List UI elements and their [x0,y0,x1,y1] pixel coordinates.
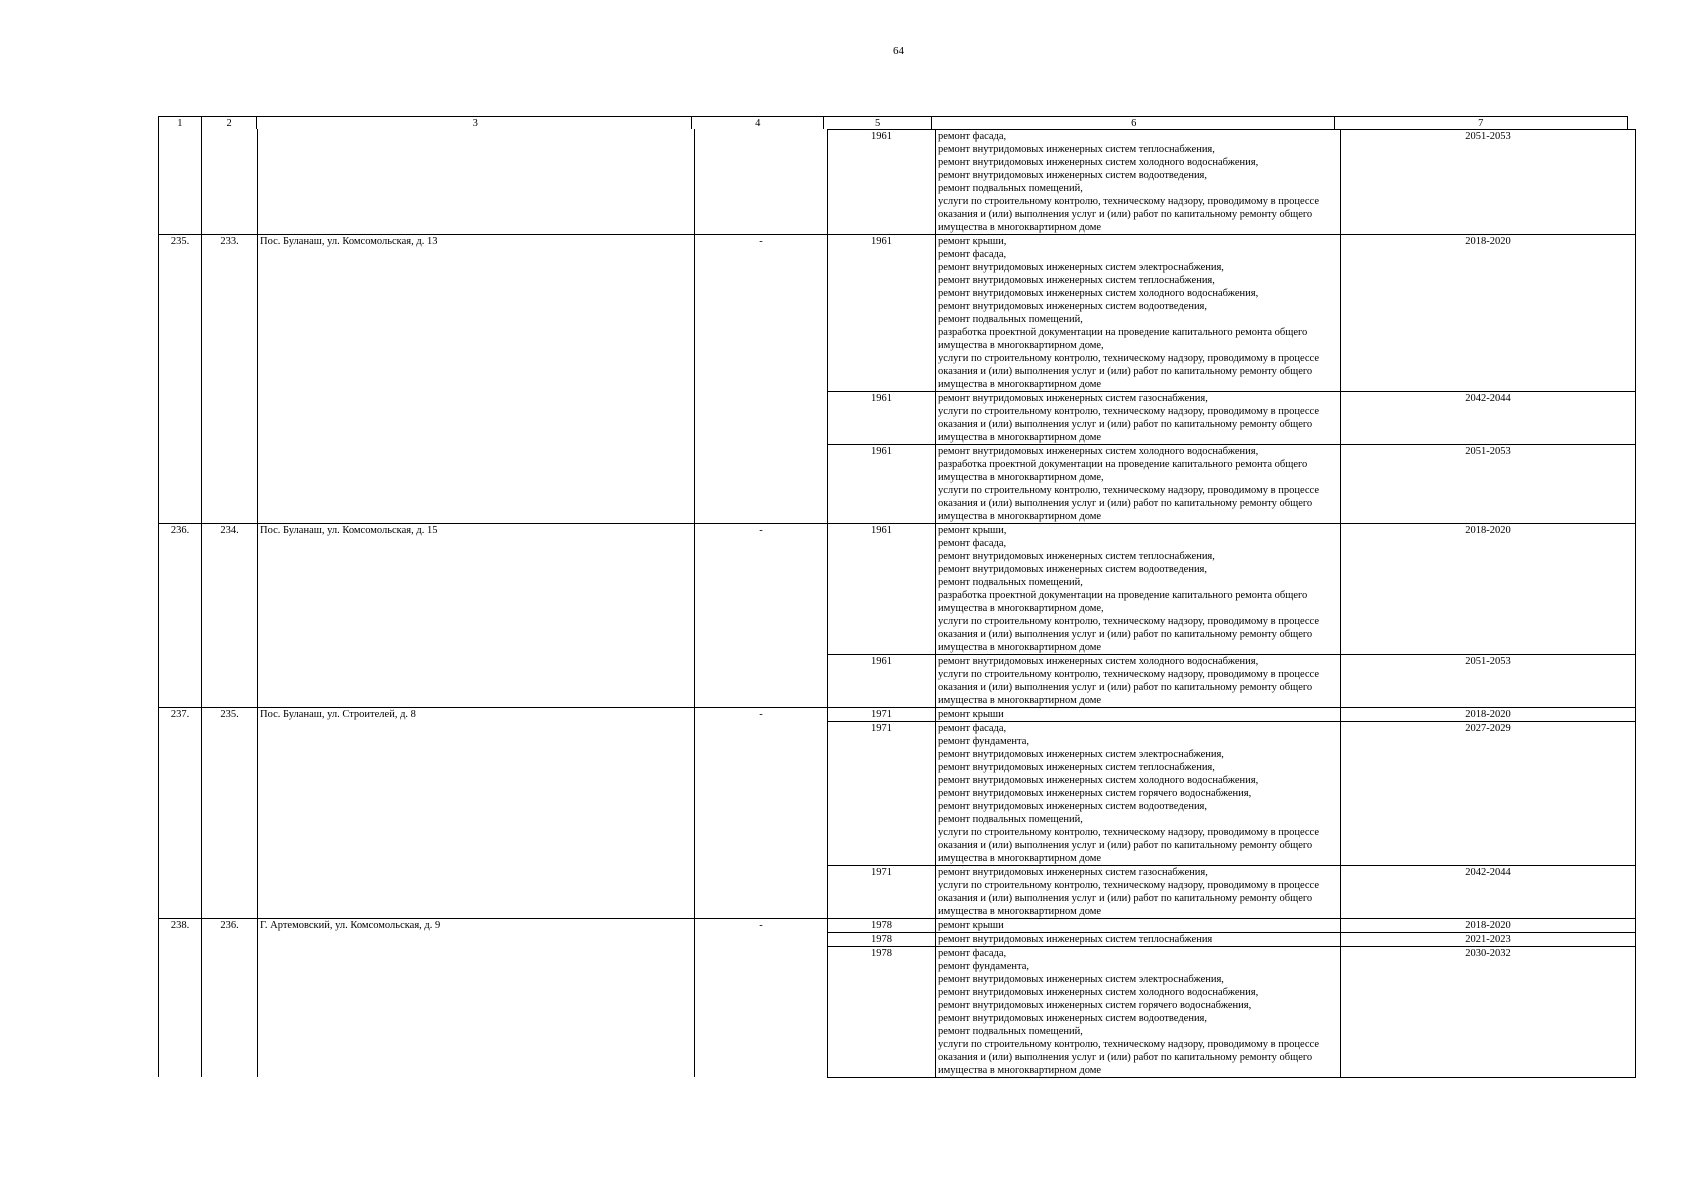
building-row-group [158,234,1628,523]
work-item-line: имущества в многоквартирном доме [938,379,1102,390]
table-row [827,946,1636,1077]
work-item-line: ремонт внутридомовых инженерных систем холодного водоснабжения, [938,446,1259,457]
work-item-line: услуги по строительному контролю, техническому надзору, проводимому в процессе [938,827,1319,838]
work-item-line: имущества в многоквартирном доме [938,432,1102,443]
works-cell [935,722,1340,865]
building-info-cells [158,707,827,918]
period-cell: 2051-2053 [1340,655,1636,707]
row-number-cell: 236. [158,523,201,707]
year-cell: 1961 [827,524,935,654]
table-row [827,129,1636,234]
row-number-cell: 238. [158,918,201,1077]
year-cell: 1971 [827,866,935,918]
building-number-cell: 235. [201,707,257,918]
work-rows [827,918,1636,1077]
period-cell: 2042-2044 [1340,866,1636,918]
work-item-line: ремонт фундамента, [938,736,1029,747]
work-rows [827,234,1636,523]
row-number-cell [158,129,201,234]
works-cell [935,919,1340,932]
period-cell: 2051-2053 [1340,445,1636,523]
col-4-cell: - [694,707,827,918]
year-cell: 1961 [827,655,935,707]
header-col-7: 7 [1334,116,1628,129]
year-cell: 1978 [827,933,935,946]
work-item-line: ремонт фасада, [938,538,1007,549]
year-cell: 1971 [827,708,935,721]
work-item-line: оказания и (или) выполнения услуг и (или) работ по капитальному ремонту общего [938,366,1313,377]
year-cell: 1961 [827,392,935,444]
table-row [827,444,1636,523]
work-item-line: оказания и (или) выполнения услуг и (или) работ по капитальному ремонту общего [938,1052,1313,1063]
table-bottom-border [827,1077,1636,1078]
work-item-line: имущества в многоквартирном доме, [938,472,1104,483]
page-number: 64 [893,45,904,57]
work-item-line: ремонт внутридомовых инженерных систем теплоснабжения, [938,275,1215,286]
work-item-line: услуги по строительному контролю, техническому надзору, проводимому в процессе [938,406,1319,417]
work-item-line: имущества в многоквартирном доме [938,695,1102,706]
work-item-line: ремонт внутридомовых инженерных систем горячего водоснабжения, [938,1000,1252,1011]
period-cell: 2018-2020 [1340,235,1636,391]
work-item-line: услуги по строительному контролю, техническому надзору, проводимому в процессе [938,353,1319,364]
year-cell: 1961 [827,445,935,523]
work-item-line: ремонт внутридомовых инженерных систем холодного водоснабжения, [938,157,1259,168]
work-item-line: ремонт крыши, [938,236,1007,247]
work-item-line: ремонт внутридомовых инженерных систем водоотведения, [938,170,1208,181]
work-rows [827,129,1636,234]
work-item-line: ремонт фасада, [938,249,1007,260]
table-header-row [158,116,1628,129]
work-item-line: имущества в многоквартирном доме [938,1065,1102,1076]
works-cell [935,866,1340,918]
period-cell: 2027-2029 [1340,722,1636,865]
work-item-line: оказания и (или) выполнения услуг и (или) работ по капитальному ремонту общего [938,419,1313,430]
work-item-line: ремонт фасада, [938,948,1007,959]
works-cell [935,235,1340,391]
col-4-cell: - [694,918,827,1077]
work-item-line: ремонт крыши, [938,525,1007,536]
work-item-line: ремонт внутридомовых инженерных систем водоотведения, [938,564,1208,575]
address-cell: Пос. Буланаш, ул. Комсомольская, д. 13 [257,234,694,523]
work-item-line: ремонт подвальных помещений, [938,814,1083,825]
works-cell [935,445,1340,523]
work-item-line: имущества в многоквартирном доме [938,906,1102,917]
table-row [827,932,1636,946]
work-item-line: ремонт внутридомовых инженерных систем холодного водоснабжения, [938,656,1259,667]
work-item-line: ремонт внутридомовых инженерных систем теплоснабжения, [938,551,1215,562]
work-item-line: ремонт подвальных помещений, [938,183,1083,194]
works-cell [935,392,1340,444]
work-item-line: имущества в многоквартирном доме [938,222,1102,233]
work-item-line: ремонт внутридомовых инженерных систем холодного водоснабжения, [938,775,1259,786]
work-item-line: ремонт внутридомовых инженерных систем газоснабжения, [938,393,1208,404]
address-cell: Пос. Буланаш, ул. Комсомольская, д. 15 [257,523,694,707]
work-item-line: ремонт внутридомовых инженерных систем водоотведения, [938,1013,1208,1024]
work-item-line: услуги по строительному контролю, техническому надзору, проводимому в процессе [938,485,1319,496]
period-cell: 2018-2020 [1340,708,1636,721]
address-cell [257,129,694,234]
table-row [827,865,1636,918]
address-cell: Г. Артемовский, ул. Комсомольская, д. 9 [257,918,694,1077]
col-4-cell: - [694,234,827,523]
period-cell: 2030-2032 [1340,947,1636,1077]
header-col-4: 4 [691,116,823,129]
work-item-line: разработка проектной документации на проведение капитального ремонта общего [938,327,1308,338]
period-cell: 2018-2020 [1340,919,1636,932]
building-row-group [158,707,1628,918]
period-cell: 2018-2020 [1340,524,1636,654]
header-col-3: 3 [256,116,691,129]
col-4-cell: - [694,523,827,707]
header-col-5: 5 [823,116,930,129]
work-item-line: ремонт подвальных помещений, [938,314,1083,325]
works-cell [935,524,1340,654]
work-item-line: ремонт внутридомовых инженерных систем водоотведения, [938,801,1208,812]
building-info-cells [158,234,827,523]
work-item-line: ремонт внутридомовых инженерных систем горячего водоснабжения, [938,788,1252,799]
table-row [827,707,1636,721]
work-item-line: разработка проектной документации на проведение капитального ремонта общего [938,590,1308,601]
work-item-line: ремонт внутридомовых инженерных систем водоотведения, [938,301,1208,312]
work-item-line: имущества в многоквартирном доме [938,853,1102,864]
year-cell: 1971 [827,722,935,865]
work-item-line: оказания и (или) выполнения услуг и (или) работ по капитальному ремонту общего [938,498,1313,509]
year-cell: 1961 [827,130,935,234]
work-item-line: услуги по строительному контролю, техническому надзору, проводимому в процессе [938,616,1319,627]
building-row-group [158,129,1628,234]
work-item-line: ремонт внутридомовых инженерных систем электроснабжения, [938,749,1224,760]
building-info-cells [158,129,827,234]
table-body [158,129,1628,1077]
building-info-cells [158,523,827,707]
works-cell [935,130,1340,234]
table-row [827,234,1636,391]
work-item-line: ремонт внутридомовых инженерных систем теплоснабжения [938,934,1213,945]
building-number-cell: 236. [201,918,257,1077]
work-item-line: ремонт внутридомовых инженерных систем теплоснабжения, [938,762,1215,773]
work-item-line: ремонт фасада, [938,131,1007,142]
building-row-group [158,918,1628,1077]
work-item-line: ремонт внутридомовых инженерных систем электроснабжения, [938,974,1224,985]
work-item-line: ремонт фасада, [938,723,1007,734]
work-item-line: ремонт внутридомовых инженерных систем электроснабжения, [938,262,1224,273]
period-cell: 2021-2023 [1340,933,1636,946]
period-cell: 2042-2044 [1340,392,1636,444]
works-cell [935,933,1340,946]
year-cell: 1978 [827,947,935,1077]
work-item-line: ремонт подвальных помещений, [938,1026,1083,1037]
work-rows [827,707,1636,918]
building-number-cell [201,129,257,234]
work-item-line: имущества в многоквартирном доме [938,642,1102,653]
table-row [827,654,1636,707]
work-item-line: оказания и (или) выполнения услуг и (или) работ по капитальному ремонту общего [938,682,1313,693]
work-item-line: имущества в многоквартирном доме, [938,340,1104,351]
work-item-line: услуги по строительному контролю, техническому надзору, проводимому в процессе [938,196,1319,207]
work-item-line: оказания и (или) выполнения услуг и (или) работ по капитальному ремонту общего [938,840,1313,851]
table-row [827,918,1636,932]
table-row [827,523,1636,654]
period-cell: 2051-2053 [1340,130,1636,234]
address-cell: Пос. Буланаш, ул. Строителей, д. 8 [257,707,694,918]
work-item-line: ремонт подвальных помещений, [938,577,1083,588]
header-col-2: 2 [201,116,257,129]
work-item-line: услуги по строительному контролю, техническому надзору, проводимому в процессе [938,880,1319,891]
repair-schedule-table [158,116,1628,1078]
work-item-line: оказания и (или) выполнения услуг и (или) работ по капитальному ремонту общего [938,629,1313,640]
col-4-cell [694,129,827,234]
year-cell: 1978 [827,919,935,932]
work-item-line: ремонт фундамента, [938,961,1029,972]
row-number-cell: 237. [158,707,201,918]
works-cell [935,947,1340,1077]
work-item-line: имущества в многоквартирном доме [938,511,1102,522]
table-row [827,391,1636,444]
building-info-cells [158,918,827,1077]
works-cell [935,655,1340,707]
building-number-cell: 233. [201,234,257,523]
building-number-cell: 234. [201,523,257,707]
work-item-line: ремонт крыши [938,709,1004,720]
table-row [827,721,1636,865]
work-item-line: услуги по строительному контролю, техническому надзору, проводимому в процессе [938,1039,1319,1050]
header-col-6: 6 [931,116,1334,129]
work-item-line: оказания и (или) выполнения услуг и (или) работ по капитальному ремонту общего [938,893,1313,904]
work-item-line: ремонт внутридомовых инженерных систем холодного водоснабжения, [938,987,1259,998]
work-item-line: ремонт внутридомовых инженерных систем холодного водоснабжения, [938,288,1259,299]
year-cell: 1961 [827,235,935,391]
work-rows [827,523,1636,707]
work-item-line: услуги по строительному контролю, техническому надзору, проводимому в процессе [938,669,1319,680]
works-cell [935,708,1340,721]
work-item-line: разработка проектной документации на проведение капитального ремонта общего [938,459,1308,470]
building-row-group [158,523,1628,707]
header-col-1: 1 [158,116,201,129]
work-item-line: ремонт внутридомовых инженерных систем теплоснабжения, [938,144,1215,155]
work-item-line: оказания и (или) выполнения услуг и (или) работ по капитальному ремонту общего [938,209,1313,220]
row-number-cell: 235. [158,234,201,523]
work-item-line: ремонт внутридомовых инженерных систем газоснабжения, [938,867,1208,878]
work-item-line: имущества в многоквартирном доме, [938,603,1104,614]
work-item-line: ремонт крыши [938,920,1004,931]
